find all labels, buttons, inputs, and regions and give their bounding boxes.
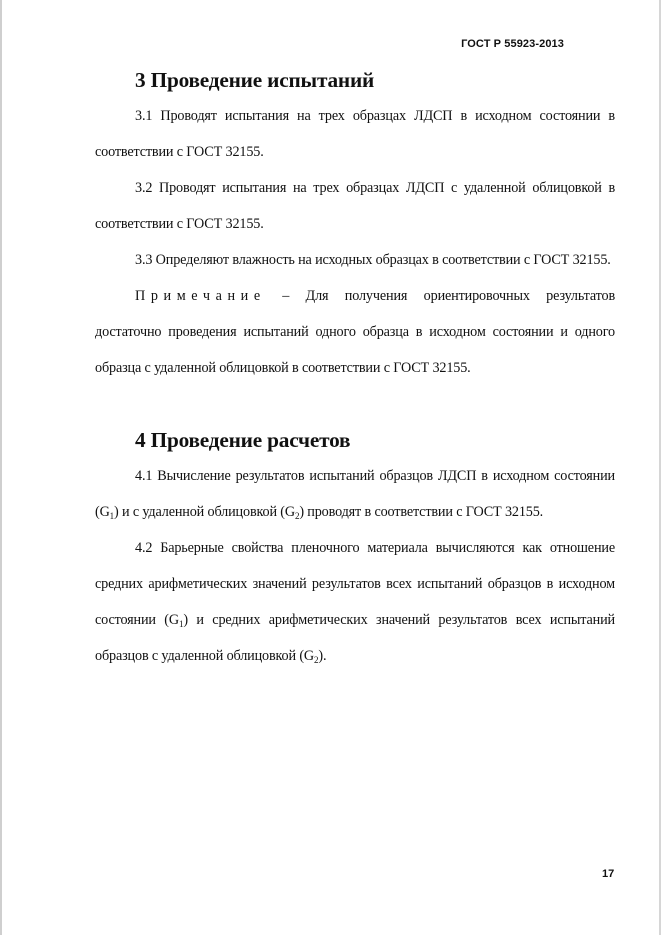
paragraph-4-2: 4.2 Барьерные свойства пленочного материала вычисляются как отношение средних арифметических значений результатов всех испытаний образцов в исходном состоянии $(G_1)$ и средних арифметических значений результатов всех испытаний образцов с удаленной облицовкой $(G_2)$. bbox=[95, 540, 615, 665]
paragraph-3-3: 3.3 Определяют влажность на исходных образцах в соответствии с ГОСТ 32155. bbox=[135, 252, 611, 268]
paragraph-4-1: 4.1 Вычисление результатов испытаний образцов ЛДСП в исходном состоянии $(G_1)$ и с удаленной облицовкой $(G_2)$ проводят в соответствии с ГОСТ 32155. bbox=[95, 468, 615, 521]
note-text: – Для получения ориентировочных результатов достаточно проведения испытаний одного образца в исходном состоянии и одного образца с удаленной облицовкой в соответствии с ГОСТ 32155. bbox=[95, 288, 615, 376]
page-number: 17 bbox=[602, 868, 615, 880]
section-4-title: 4 Проведение расчетов bbox=[135, 428, 351, 452]
section-3-title: 3 Проведение испытаний bbox=[135, 68, 375, 92]
paragraph-3-1: 3.1 Проводят испытания на трех образцах ЛДСП в исходном состоянии в соответствии с ГОСТ 32155. bbox=[95, 108, 615, 160]
document-body bbox=[95, 62, 615, 674]
note-label: Примечание bbox=[135, 288, 266, 304]
document-code-header: ГОСТ Р 55923-2013 bbox=[461, 38, 564, 50]
paragraph-3-2: 3.2 Проводят испытания на трех образцах ЛДСП с удаленной облицовкой в соответствии с ГОСТ 32155. bbox=[95, 180, 615, 232]
section-gap bbox=[95, 386, 615, 422]
note-paragraph bbox=[95, 278, 615, 386]
page-edge-left bbox=[0, 0, 2, 935]
